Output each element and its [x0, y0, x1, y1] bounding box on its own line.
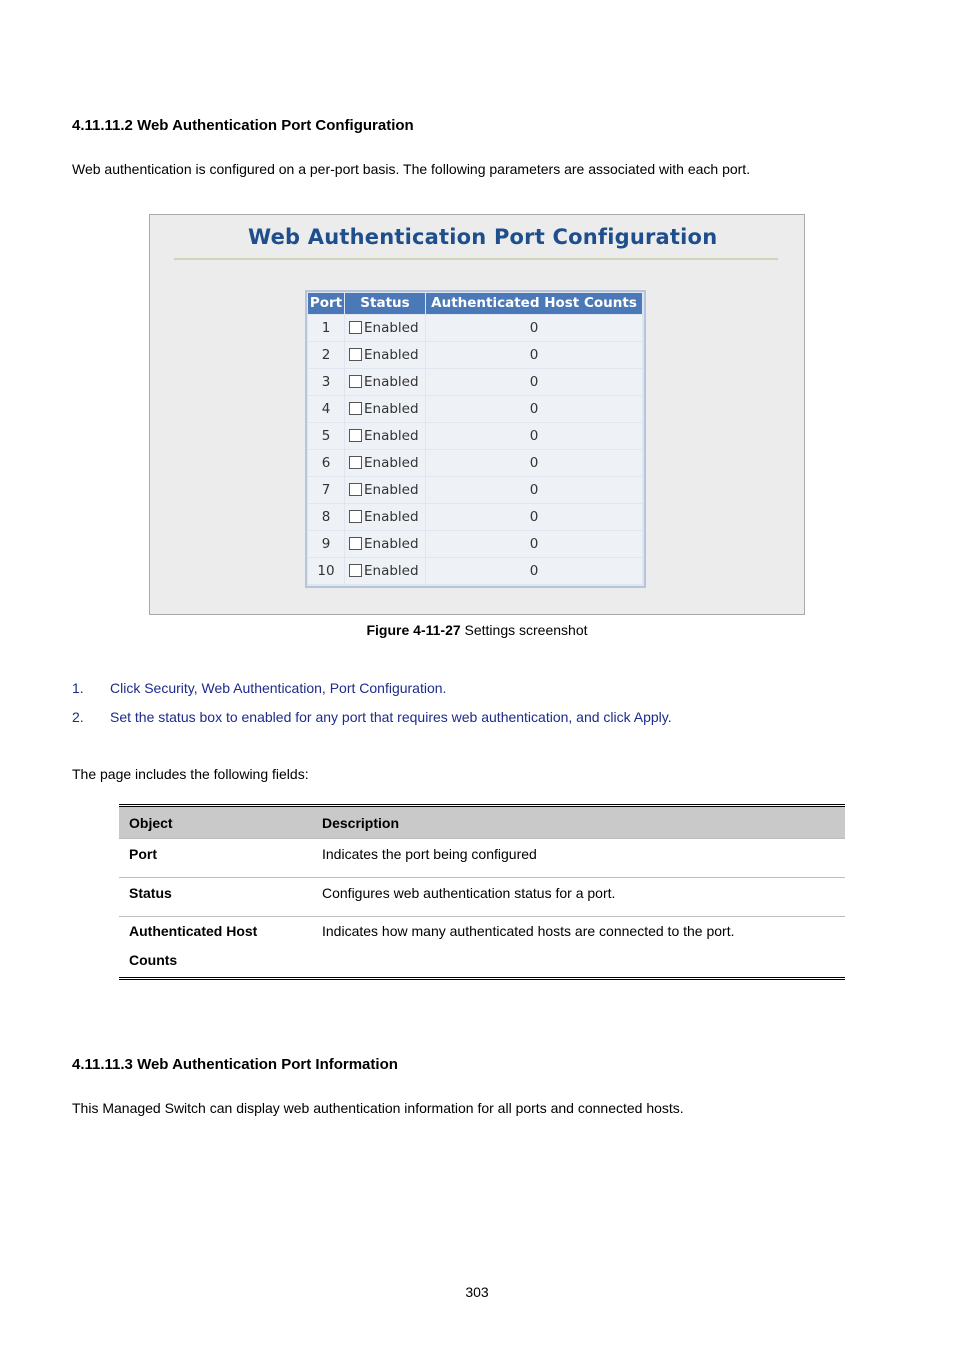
enabled-checkbox[interactable] [349, 321, 362, 334]
table-row [308, 558, 643, 585]
status-cell[interactable] [345, 369, 425, 395]
description-cell: Indicates how many authenticated hosts are connected to the port. [322, 923, 735, 939]
list-item [72, 680, 672, 709]
enabled-checkbox[interactable] [349, 402, 362, 415]
status-cell[interactable] [345, 477, 425, 503]
port-cell: 3 [308, 369, 344, 395]
steps-list [72, 680, 672, 738]
object-line: Authenticated Host [129, 923, 258, 939]
table-row [119, 877, 845, 916]
port-cell: 7 [308, 477, 344, 503]
status-cell[interactable] [345, 558, 425, 584]
step-text: Click Security, Web Authentication, Port Configuration. [110, 680, 447, 696]
status-cell[interactable] [345, 396, 425, 422]
section-paragraph: This Managed Switch can display web authentication information for all ports and connected hosts. [72, 1100, 684, 1116]
checkbox-label: Enabled [364, 563, 419, 579]
table-header [119, 807, 845, 838]
count-cell: 0 [426, 558, 642, 584]
checkbox-label: Enabled [364, 536, 419, 552]
enabled-checkbox[interactable] [349, 456, 362, 469]
count-cell: 0 [426, 504, 642, 530]
header-description: Description [322, 814, 400, 831]
caption-text: Settings screenshot [460, 622, 588, 638]
section-heading: 4.11.11.2 Web Authentication Port Configuration [72, 117, 414, 134]
table-row [119, 838, 845, 877]
count-cell: 0 [426, 450, 642, 476]
enabled-checkbox[interactable] [349, 375, 362, 388]
count-cell: 0 [426, 423, 642, 449]
figure-title: Web Authentication Port Configuration [248, 225, 718, 249]
status-cell[interactable] [345, 315, 425, 341]
enabled-checkbox[interactable] [349, 429, 362, 442]
port-cell: 9 [308, 531, 344, 557]
checkbox-label: Enabled [364, 482, 419, 498]
table-row [308, 396, 643, 423]
object-line: Counts [129, 952, 178, 968]
status-cell[interactable] [345, 423, 425, 449]
object-cell: Port [129, 846, 157, 862]
status-cell[interactable] [345, 504, 425, 530]
table-row [308, 315, 643, 342]
count-cell: 0 [426, 531, 642, 557]
count-cell: 0 [426, 369, 642, 395]
column-header-count: Authenticated Host Counts [426, 293, 642, 314]
enabled-checkbox[interactable] [349, 510, 362, 523]
enabled-checkbox[interactable] [349, 348, 362, 361]
port-cell: 10 [308, 558, 344, 584]
caption-label: Figure 4-11-27 [366, 622, 461, 638]
status-cell[interactable] [345, 342, 425, 368]
table-row [308, 369, 643, 396]
column-header-port: Port [308, 293, 344, 314]
object-cell: Status [129, 885, 172, 901]
port-cell: 8 [308, 504, 344, 530]
port-cell: 1 [308, 315, 344, 341]
status-cell[interactable] [345, 450, 425, 476]
description-cell: Indicates the port being configured [322, 846, 537, 862]
step-text: Set the status box to enabled for any port that requires web authentication, and click Apply. [110, 709, 672, 725]
checkbox-label: Enabled [364, 428, 419, 444]
checkbox-label: Enabled [364, 320, 419, 336]
step-number: 1. [72, 680, 84, 696]
intro-paragraph: Web authentication is configured on a per-port basis. The following parameters are associated with each port. [72, 161, 751, 177]
status-cell[interactable] [345, 531, 425, 557]
step-number: 2. [72, 709, 84, 725]
checkbox-label: Enabled [364, 374, 419, 390]
count-cell: 0 [426, 315, 642, 341]
port-cell: 2 [308, 342, 344, 368]
count-cell: 0 [426, 342, 642, 368]
table-row [308, 450, 643, 477]
table-row [308, 504, 643, 531]
list-item [72, 709, 672, 738]
enabled-checkbox[interactable] [349, 564, 362, 577]
page-number: 303 [465, 1284, 489, 1300]
checkbox-label: Enabled [364, 509, 419, 525]
table-row [308, 531, 643, 558]
column-header-status: Status [345, 293, 425, 314]
checkbox-label: Enabled [364, 401, 419, 417]
checkbox-label: Enabled [364, 455, 419, 471]
port-cell: 5 [308, 423, 344, 449]
port-config-table [305, 290, 646, 588]
object-cell [119, 917, 322, 977]
title-divider [174, 258, 778, 260]
settings-screenshot [149, 214, 805, 615]
table-row [308, 477, 643, 504]
enabled-checkbox[interactable] [349, 537, 362, 550]
fields-intro: The page includes the following fields: [72, 766, 309, 782]
header-object: Object [129, 814, 173, 831]
port-cell: 6 [308, 450, 344, 476]
table-row [308, 342, 643, 369]
count-cell: 0 [426, 396, 642, 422]
table-header [308, 293, 643, 315]
description-cell: Configures web authentication status for a port. [322, 885, 616, 901]
enabled-checkbox[interactable] [349, 483, 362, 496]
table-row [119, 916, 845, 977]
figure-caption [0, 622, 954, 638]
checkbox-label: Enabled [364, 347, 419, 363]
table-row [308, 423, 643, 450]
count-cell: 0 [426, 477, 642, 503]
section-heading: 4.11.11.3 Web Authentication Port Information [72, 1056, 398, 1073]
fields-table [119, 804, 845, 980]
port-cell: 4 [308, 396, 344, 422]
